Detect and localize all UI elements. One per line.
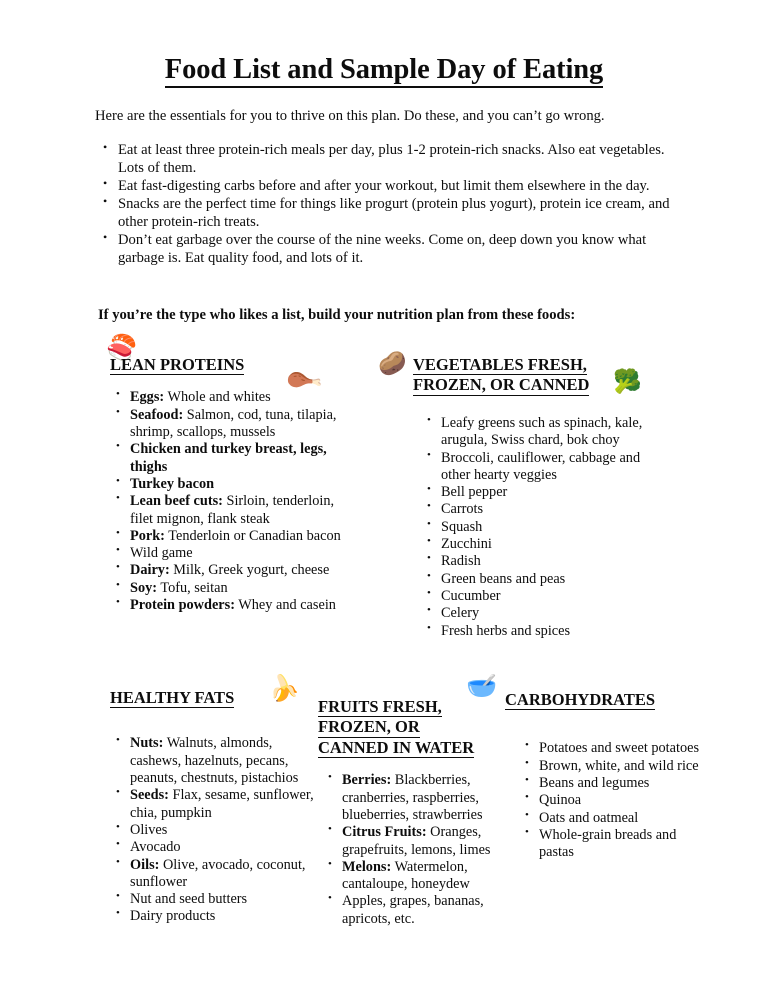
page-title bbox=[0, 54, 768, 86]
list-item bbox=[110, 407, 360, 442]
list-item bbox=[110, 822, 325, 839]
item-text: Whole-grain breads and pastas bbox=[539, 826, 677, 861]
item-text: Broccoli, cauliflower, cabbage and other hearty veggies bbox=[441, 449, 641, 483]
list-item bbox=[110, 857, 325, 892]
list-item bbox=[110, 545, 360, 562]
list-item: • Don’t eat garbage over the course of the nine weeks. Come on, deep down you know what garbage is. Eat quality food, and lots of it. bbox=[95, 231, 675, 267]
list-item: • Eat at least three protein-rich meals per day, plus 1-2 protein-rich snacks. Also eat vegetables. Lots of them. bbox=[95, 141, 675, 177]
list-item bbox=[519, 775, 700, 792]
item-label: Turkey bacon bbox=[130, 475, 215, 492]
item-label: Oils: bbox=[130, 856, 160, 873]
section-heading-line: CARBOHYDRATES bbox=[505, 690, 656, 709]
item-text: Squash bbox=[441, 518, 483, 535]
list-item: • Snacks are the perfect time for things like progurt (protein plus yogurt), protein ice cream, and other protein-rich treats. bbox=[95, 195, 675, 231]
list-item bbox=[322, 893, 503, 928]
potato-icon: 🥔 bbox=[378, 351, 407, 376]
item-text: Sirloin, tenderloin, filet mignon, flank steak bbox=[130, 493, 335, 527]
item-text: Tenderloin or Canadian bacon bbox=[164, 527, 341, 544]
item-label: Seeds: bbox=[130, 787, 169, 804]
banana-icon: 🍌 bbox=[265, 672, 302, 705]
list-item bbox=[519, 792, 700, 809]
section-heading-line: LEAN PROTEINS bbox=[110, 355, 245, 374]
section-lean-proteins bbox=[110, 355, 360, 614]
item-text: Apples, grapes, bananas, apricots, etc. bbox=[342, 893, 484, 927]
item-text: Leafy greens such as spinach, kale, arugula, Swiss chard, bok choy bbox=[441, 414, 643, 449]
list-item bbox=[110, 787, 325, 822]
item-label: Soy: bbox=[130, 579, 158, 596]
list-item bbox=[322, 859, 503, 894]
list-item bbox=[519, 827, 700, 862]
list-item bbox=[110, 528, 360, 545]
item-label: Nuts: bbox=[130, 735, 164, 752]
item-text: Radish bbox=[441, 553, 481, 570]
list-item bbox=[421, 450, 673, 485]
list-item bbox=[110, 476, 360, 493]
item-label: Citrus Fruits: bbox=[342, 824, 427, 841]
list-item bbox=[421, 484, 673, 501]
list-item bbox=[519, 758, 700, 775]
list-item bbox=[421, 553, 673, 570]
item-text: Oats and oatmeal bbox=[539, 809, 639, 826]
item-text: Olives bbox=[130, 821, 168, 838]
section-heading-line: FROZEN, OR bbox=[318, 717, 420, 737]
item-label: Chicken and turkey breast, legs, thighs bbox=[130, 441, 327, 475]
food-list-fruits bbox=[322, 772, 503, 928]
food-list-lean-proteins bbox=[110, 389, 360, 614]
section-heading-lean-proteins bbox=[110, 355, 360, 375]
list-item bbox=[421, 588, 673, 605]
item-label: Eggs: bbox=[130, 389, 165, 406]
item-text: Whole and whites bbox=[164, 389, 271, 406]
section-heading-carbohydrates bbox=[505, 690, 700, 710]
item-text: Nut and seed butters bbox=[130, 891, 248, 908]
item-label: Dairy: bbox=[130, 562, 170, 579]
broccoli-icon: 🥦 bbox=[613, 369, 642, 394]
list-item bbox=[110, 839, 325, 856]
item-text: Wild game bbox=[130, 545, 193, 562]
food-list-vegetables bbox=[421, 415, 673, 640]
item-text: Quinoa bbox=[539, 792, 582, 809]
item-label: Seafood: bbox=[130, 406, 184, 423]
list-item bbox=[519, 740, 700, 757]
section-carbohydrates bbox=[505, 690, 700, 862]
item-text: Bell pepper bbox=[441, 484, 508, 501]
section-heading-line: FRUITS FRESH, bbox=[318, 697, 442, 716]
item-text: Zucchini bbox=[441, 536, 492, 553]
list-item bbox=[110, 597, 360, 614]
item-text: Celery bbox=[441, 605, 480, 622]
item-text: Walnuts, almonds, cashews, hazelnuts, pecans, peanuts, chestnuts, pistachios bbox=[130, 735, 299, 787]
list-item bbox=[110, 891, 325, 908]
item-text: Flax, sesame, sunflower, chia, pumpkin bbox=[130, 787, 314, 821]
section-heading-line: FROZEN, OR CANNED bbox=[413, 375, 590, 395]
intro-paragraph: Here are the essentials for you to thrive on this plan. Do these, and you can’t go wrong. bbox=[95, 108, 605, 124]
item-text: Olive, avocado, coconut, sunflower bbox=[130, 856, 306, 890]
section-fruits bbox=[318, 697, 503, 928]
section-heading-line: VEGETABLES FRESH, bbox=[413, 355, 587, 374]
item-text: Brown, white, and wild rice bbox=[539, 757, 699, 774]
food-list-carbohydrates bbox=[519, 740, 700, 861]
item-text: Blackberries, cranberries, raspberries, blueberries, strawberries bbox=[342, 772, 483, 823]
section-heading-healthy-fats bbox=[110, 688, 325, 708]
item-text: Cucumber bbox=[441, 587, 501, 604]
item-text: Milk, Greek yogurt, cheese bbox=[169, 562, 330, 579]
item-label: Lean beef cuts: bbox=[130, 493, 223, 510]
item-text: Fresh herbs and spices bbox=[441, 622, 571, 639]
section-heading-line: HEALTHY FATS bbox=[110, 688, 235, 707]
item-text: Salmon, cod, tuna, tilapia, shrimp, scallops, mussels bbox=[130, 406, 337, 441]
item-text: Carrots bbox=[441, 501, 484, 518]
page-title-text: Food List and Sample Day of Eating bbox=[165, 54, 603, 88]
list-item bbox=[110, 562, 360, 579]
item-text: Tofu, seitan bbox=[157, 579, 228, 596]
item-label: Berries: bbox=[342, 772, 392, 789]
section-heading-line: CANNED IN WATER bbox=[318, 737, 475, 757]
item-label: Protein powders: bbox=[130, 597, 235, 614]
list-item bbox=[421, 623, 673, 640]
list-item bbox=[110, 735, 325, 787]
food-list-lead-line: If you’re the type who likes a list, build your nutrition plan from these foods: bbox=[98, 307, 576, 323]
list-item bbox=[110, 389, 360, 406]
list-item bbox=[421, 571, 673, 588]
list-item bbox=[421, 501, 673, 518]
list-item bbox=[322, 824, 503, 859]
list-item bbox=[110, 908, 325, 925]
food-list-healthy-fats bbox=[110, 735, 325, 925]
list-item bbox=[421, 415, 673, 450]
section-healthy-fats bbox=[110, 688, 325, 926]
item-text: Oranges, grapefruits, lemons, limes bbox=[342, 824, 491, 858]
item-text: Avocado bbox=[130, 839, 181, 856]
item-text: Dairy products bbox=[130, 908, 216, 925]
list-item bbox=[110, 493, 360, 528]
list-item bbox=[421, 605, 673, 622]
list-item bbox=[110, 580, 360, 597]
item-text: Beans and legumes bbox=[539, 775, 650, 792]
list-item bbox=[421, 519, 673, 536]
essentials-list bbox=[95, 141, 675, 267]
section-heading-vegetables bbox=[413, 355, 673, 396]
item-text: Watermelon, cantaloupe, honeydew bbox=[342, 858, 470, 893]
list-item bbox=[421, 536, 673, 553]
bowl-of-cereal-icon: 🥣 bbox=[466, 673, 498, 700]
item-text: Green beans and peas bbox=[441, 570, 566, 587]
list-item: • Eat fast-digesting carbs before and after your workout, but limit them elsewhere in the day. bbox=[95, 177, 675, 195]
list-item bbox=[519, 810, 700, 827]
list-item bbox=[110, 441, 360, 476]
section-vegetables bbox=[413, 355, 673, 640]
poultry-leg-icon: 🍗 bbox=[282, 360, 325, 401]
item-text: Potatoes and sweet potatoes bbox=[539, 740, 700, 757]
item-text: Whey and casein bbox=[234, 597, 336, 614]
fish-fillet-icon: 🍣 bbox=[106, 335, 138, 362]
section-heading-fruits bbox=[318, 697, 503, 758]
item-label: Melons: bbox=[342, 858, 392, 875]
item-label: Pork: bbox=[130, 527, 165, 544]
list-item bbox=[322, 772, 503, 824]
